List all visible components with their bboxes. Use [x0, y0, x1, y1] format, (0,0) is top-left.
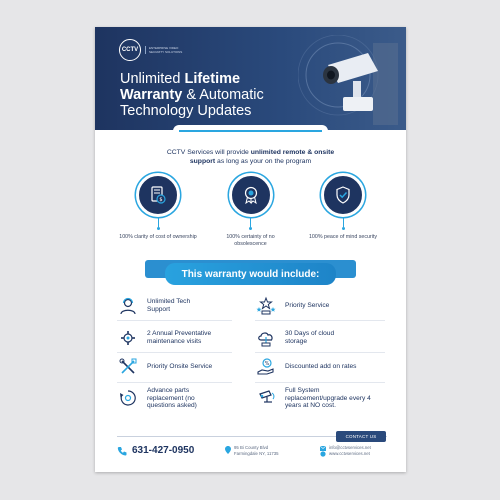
header-tab-accent — [179, 130, 322, 132]
logo-badge: CCTV — [119, 39, 141, 61]
document-dollar-icon — [148, 185, 168, 205]
include-item — [255, 356, 385, 378]
feature-text: 100% peace of mind security — [308, 234, 377, 240]
include-text: Unlimited Tech Support — [147, 298, 191, 313]
support-agent-icon — [118, 296, 138, 316]
intro-bold2: support — [189, 158, 216, 165]
include-text: Advance parts replacement (no questions asked) — [147, 387, 197, 410]
phone-number[interactable]: 631-427-0950 — [132, 445, 195, 456]
address-block — [225, 445, 279, 457]
intro-text — [135, 148, 366, 166]
cloud-storage-icon — [256, 328, 276, 348]
phone-block — [117, 445, 194, 456]
feature-text: 100% clarity of cost of ownership — [119, 234, 197, 240]
feature-list — [117, 173, 384, 247]
headline-l3: Technology Updates — [120, 103, 252, 119]
website-link[interactable]: www.cctvservices.net — [329, 451, 370, 456]
maintenance-gear-icon — [118, 328, 138, 348]
address-line2: Farmingdale NY, 11735 — [234, 451, 279, 456]
include-item — [117, 295, 237, 317]
include-text: Discounted add on rates — [285, 363, 357, 371]
include-item — [117, 327, 247, 349]
include-text: Full System replacement/upgrade every 4 years at NO cost. — [285, 387, 371, 410]
feature-security — [302, 173, 384, 247]
company-logo — [119, 39, 189, 61]
parts-replacement-icon — [118, 388, 138, 408]
svg-text:$: $ — [159, 197, 163, 203]
logo-tagline: ENTERPRISE VIDEO SECURITY SOLUTIONS — [145, 46, 189, 54]
include-item — [255, 387, 390, 410]
feature-obsolescence — [210, 173, 292, 247]
headline-l1-pre: Unlimited — [120, 71, 185, 87]
online-contact — [320, 445, 371, 457]
shield-check-icon — [333, 185, 353, 205]
include-text: 30 Days of cloud storage — [285, 330, 335, 345]
intro-post: as long as your on the program — [215, 158, 312, 165]
svg-text:%: % — [264, 361, 270, 367]
include-text: Priority Onsite Service — [147, 363, 213, 371]
intro-bold1: unlimited remote & onsite — [250, 149, 335, 156]
headline-l1-bold: Lifetime — [184, 71, 241, 87]
include-item — [117, 356, 247, 378]
include-item — [255, 327, 385, 349]
include-item — [255, 295, 385, 317]
warranty-banner: This warranty would include: — [165, 263, 336, 285]
feature-text: 100% certainty of no obsolescence — [226, 234, 275, 247]
headline-l2-post: & Automatic — [182, 87, 264, 103]
feature-cost — [117, 173, 199, 247]
location-pin-icon — [225, 446, 231, 454]
camera-upgrade-icon — [256, 388, 276, 408]
certificate-ribbon-icon — [241, 185, 261, 205]
headline — [120, 71, 295, 119]
headline-l2-bold: Warranty — [120, 87, 183, 103]
stars-trophy-icon — [256, 296, 276, 316]
phone-icon — [117, 446, 127, 456]
address-line1: 95 Bi County Blvd — [234, 445, 269, 450]
discount-hand-icon — [256, 357, 276, 377]
include-text: Priority Service — [285, 302, 330, 310]
globe-icon — [320, 451, 326, 457]
header-banner — [95, 27, 406, 130]
intro-pre: CCTV Services will provide — [166, 149, 251, 156]
flyer-sheet — [95, 27, 406, 472]
security-camera-icon — [298, 35, 398, 125]
email-link[interactable]: info@cctvservices.net — [329, 445, 371, 450]
mail-icon — [320, 446, 326, 451]
include-item — [117, 387, 247, 410]
include-text: 2 Annual Preventative maintenance visits — [147, 330, 212, 345]
contact-us-label: CONTACT US — [336, 431, 386, 442]
tools-icon — [118, 357, 138, 377]
